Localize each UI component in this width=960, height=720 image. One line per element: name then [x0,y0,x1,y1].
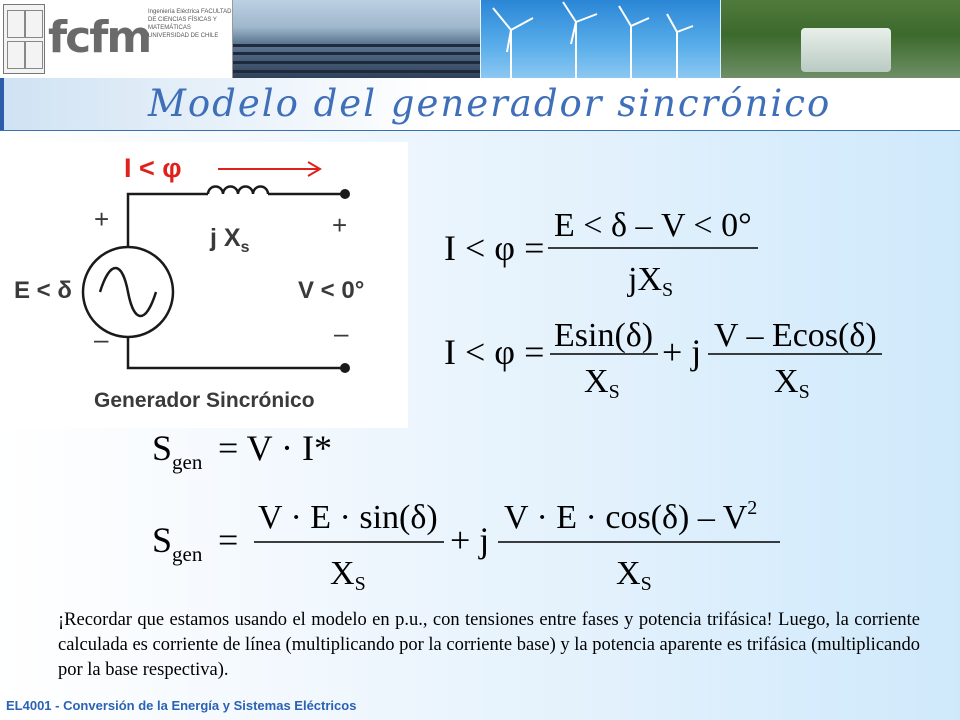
eq4-lhs: $S_{gen}$ [152,520,203,566]
reminder-note: ¡Recordar que estamos usando el modelo en p.u., con tensiones entre fases y potencia trifásica! Luego, la corriente calculada es corriente de línea (multiplicando por la corriente base) y la potencia aparente es trifásica (multiplicando por la base respectiva). [58,610,920,680]
wind-turbines-photo [481,0,720,78]
inductor-icon [208,187,268,195]
eq1-numerator: E < δ – V < 0° [554,207,752,244]
equation-current-1 [440,200,770,304]
page-title: Modelo del generador sincrónico [148,82,832,125]
eq2-lhs: I < φ = [444,332,545,372]
terminal-top [340,189,350,199]
circuit-caption: Generador Sincrónico [94,389,315,412]
logo-wordmark: fcfm [48,12,151,63]
terminal-bottom [340,363,350,373]
current-label: I < φ [124,153,182,183]
eq2-a-numerator: Esin(δ) [554,317,654,354]
plus-left: + [94,204,110,234]
equation-power-2 [150,490,790,598]
minus-left: – [94,324,109,354]
equation-current-2 [440,312,890,408]
eq2-plus-j: + j [662,332,702,372]
voltage-label: V < 0° [298,277,365,304]
eq2-b-denominator: XS [774,363,810,403]
eq1-denominator: jXS [628,261,674,301]
plus-right: + [332,210,348,240]
eq4-equals: = [218,520,239,560]
solar-plant-photo [233,0,480,78]
generator-circuit-diagram [0,142,408,428]
university-crest-icon [3,4,45,74]
reactance-label: j $X_s$ [210,224,250,256]
eq4-a-denominator: XS [330,555,366,595]
source-label: E < δ [14,277,72,304]
eq4-b-numerator: $V \cdot E \cdot \cos(\delta) - V^2$ [504,497,758,536]
eq4-a-numerator: V · E · sin(δ) [258,499,438,536]
eq3-lhs: $S_{gen}$ [152,428,203,474]
course-footer: EL4001 - Conversión de la Energía y Sistemas Eléctricos [6,698,357,713]
minus-right: – [334,318,349,348]
eq2-b-numerator: V – Ecos(δ) [714,317,877,354]
current-arrow-icon [218,162,320,176]
eq3-rhs: = V · I* [218,428,332,468]
fcfm-logo [0,0,233,78]
circuit-svg [0,142,408,428]
eq4-plus-j: + j [450,520,490,560]
eq2-a-denominator: XS [584,363,620,403]
wind-turbine-icon [481,0,720,78]
eq4-b-denominator: XS [616,555,652,595]
header-banner [0,0,960,78]
eq1-lhs: I < φ = [444,228,545,268]
waterfall-photo [721,0,960,78]
equation-power-1 [150,424,370,480]
logo-subtitle: Ingeniería Eléctrica FACULTAD DE CIENCIAS FÍSICAS Y MATEMÁTICAS UNIVERSIDAD DE CHILE [148,9,232,39]
